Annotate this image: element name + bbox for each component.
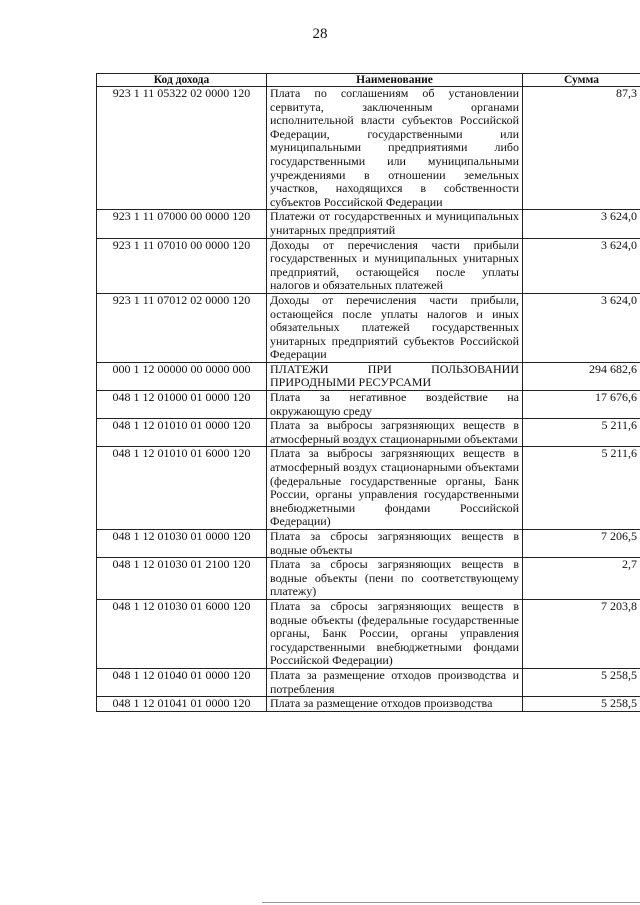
row-code: 048 1 12 01041 01 0000 120 (97, 697, 267, 712)
row-name: Платежи от государственных и муниципальных унитарных предприятий (267, 210, 523, 238)
row-sum: 5 258,5 (523, 668, 640, 696)
table-row (97, 558, 640, 600)
row-code: 923 1 11 07010 00 0000 120 (97, 238, 267, 293)
table-row (97, 530, 640, 558)
table-body (97, 87, 640, 712)
row-sum: 2,7 (523, 558, 640, 600)
row-name: Плата за размещение отходов производства (267, 697, 523, 712)
row-code: 923 1 11 07000 00 0000 120 (97, 210, 267, 238)
row-name: Плата по соглашениям об установлении сервитута, заключенным органами исполнительной власти субъектов Российской Федерации, государственными или муниципальными предприятиями либо государственными или муниципальными учреждениями в отношении земельных участков, находящихся в собственности субъектов Российской Федерации (267, 87, 523, 210)
table-row (97, 391, 640, 419)
row-name: Доходы от перечисления части прибыли, остающейся после уплаты налогов и иных обязательных платежей государственных унитарных предприятий субъектов Российской Федерации (267, 293, 523, 362)
row-code: 923 1 11 05322 02 0000 120 (97, 87, 267, 210)
row-name: Плата за размещение отходов производства и потребления (267, 668, 523, 696)
row-name: ПЛАТЕЖИ ПРИ ПОЛЬЗОВАНИИ ПРИРОДНЫМИ РЕСУРСАМИ (267, 362, 523, 390)
row-sum: 3 624,0 (523, 210, 640, 238)
table-row (97, 87, 640, 210)
table-header (97, 74, 640, 87)
row-code: 048 1 12 01040 01 0000 120 (97, 668, 267, 696)
row-code: 923 1 11 07012 02 0000 120 (97, 293, 267, 362)
row-code: 048 1 12 01030 01 6000 120 (97, 599, 267, 668)
table-row (97, 447, 640, 530)
revenue-table (96, 73, 640, 712)
row-name: Доходы от перечисления части прибыли государственных и муниципальных унитарных предприятий, остающейся после уплаты налогов и обязательных платежей (267, 238, 523, 293)
row-sum: 5 211,6 (523, 447, 640, 530)
table-row (97, 210, 640, 238)
row-code: 000 1 12 00000 00 0000 000 (97, 362, 267, 390)
row-sum: 7 203,8 (523, 599, 640, 668)
table-row (97, 362, 640, 390)
row-name: Плата за выбросы загрязняющих веществ в атмосферный воздух стационарными объектами (267, 419, 523, 447)
table-row (97, 293, 640, 362)
row-code: 048 1 12 01010 01 6000 120 (97, 447, 267, 530)
page-bottom-rule (262, 902, 640, 903)
page-number: 28 (312, 26, 328, 42)
row-name: Плата за сбросы загрязняющих веществ в водные объекты (пени по соответствующему платежу) (267, 558, 523, 600)
row-sum: 87,3 (523, 87, 640, 210)
table-row (97, 238, 640, 293)
table-row (97, 668, 640, 696)
row-name: Плата за сбросы загрязняющих веществ в водные объекты (267, 530, 523, 558)
row-name: Плата за негативное воздействие на окружающую среду (267, 391, 523, 419)
table-row (97, 419, 640, 447)
row-sum: 3 624,0 (523, 238, 640, 293)
row-code: 048 1 12 01000 01 0000 120 (97, 391, 267, 419)
row-sum: 3 624,0 (523, 293, 640, 362)
table-row (97, 697, 640, 712)
header-sum: Сумма (523, 74, 640, 87)
row-code: 048 1 12 01030 01 2100 120 (97, 558, 267, 600)
header-name: Наименование (267, 74, 523, 87)
row-name: Плата за выбросы загрязняющих веществ в атмосферный воздух стационарными объектами (федеральные государственные органы, Банк России, органы управления государственными внебюджетными фондами Российской Федерации) (267, 447, 523, 530)
row-sum: 5 211,6 (523, 419, 640, 447)
row-sum: 294 682,6 (523, 362, 640, 390)
row-name: Плата за сбросы загрязняющих веществ в водные объекты (федеральные государственные органы, Банк России, органы управления государственными внебюджетными фондами Российской Федерации) (267, 599, 523, 668)
row-sum: 17 676,6 (523, 391, 640, 419)
header-code: Код дохода (97, 74, 267, 87)
row-sum: 5 258,5 (523, 697, 640, 712)
row-code: 048 1 12 01030 01 0000 120 (97, 530, 267, 558)
table-row (97, 599, 640, 668)
row-sum: 7 206,5 (523, 530, 640, 558)
row-code: 048 1 12 01010 01 0000 120 (97, 419, 267, 447)
